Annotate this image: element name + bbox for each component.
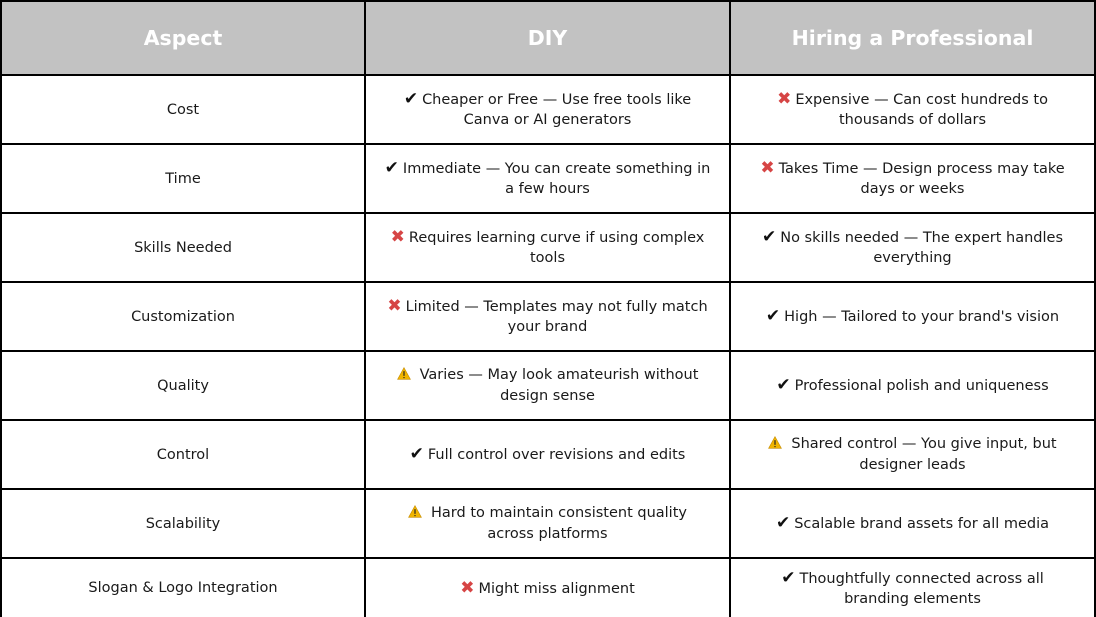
aspect-cell: Slogan & Logo Integration [0, 559, 366, 617]
check-icon: ✔ [775, 513, 791, 533]
cell-content [384, 227, 711, 268]
cell-content [384, 158, 711, 199]
cell-text: Thoughtfully connected across all branding elements [799, 570, 1044, 607]
cell-text: High — Tailored to your brand's vision [784, 309, 1060, 325]
cross-icon: ✖ [777, 89, 792, 109]
warning-icon [768, 435, 787, 455]
cell-content [749, 89, 1076, 130]
check-icon: ✔ [765, 306, 781, 326]
aspect-cell: Skills Needed [0, 214, 366, 283]
check-icon: ✔ [781, 567, 796, 588]
diy-cell [366, 421, 731, 490]
cell-content [776, 513, 1049, 534]
cell-text: Requires learning curve if using complex tools [408, 230, 705, 266]
cell-content [410, 444, 686, 465]
professional-cell [731, 76, 1096, 145]
diy-cell [366, 283, 731, 352]
cell-content [749, 158, 1076, 199]
cell-text: Scalable brand assets for all media [794, 516, 1050, 532]
check-icon: ✔ [761, 227, 777, 247]
cell-content [384, 89, 711, 130]
aspect-cell: Cost [0, 76, 366, 145]
warning-icon [397, 366, 416, 386]
cell-content [384, 503, 711, 544]
cell-text: Shared control — You give input, but designer leads [791, 436, 1057, 473]
professional-cell [731, 559, 1096, 617]
cell-text: Takes Time — Design process may take days or weeks [778, 161, 1065, 197]
header-professional: Hiring a Professional [731, 0, 1096, 76]
cell-content [776, 375, 1048, 396]
professional-cell [731, 145, 1096, 214]
cell-content [384, 365, 711, 406]
cell-text: Full control over revisions and edits [427, 447, 686, 463]
check-icon: ✔ [403, 89, 419, 109]
cell-text: Might miss alignment [478, 580, 635, 597]
aspect-cell: Control [0, 421, 366, 490]
cell-text: Immediate — You can create something in a few hours [402, 161, 711, 197]
professional-cell [731, 283, 1096, 352]
cross-icon: ✖ [460, 577, 475, 598]
diy-cell [366, 214, 731, 283]
cell-content [766, 306, 1059, 327]
cross-icon: ✖ [390, 227, 405, 247]
cell-content [460, 578, 635, 599]
check-icon: ✔ [776, 375, 791, 395]
diy-cell [366, 559, 731, 617]
header-diy: DIY [366, 0, 731, 76]
professional-cell [731, 352, 1096, 421]
aspect-cell: Time [0, 145, 366, 214]
diy-cell [366, 76, 731, 145]
cell-text: No skills needed — The expert handles everything [780, 230, 1064, 266]
professional-cell [731, 421, 1096, 490]
cell-text: Varies — May look amateurish without design sense [419, 367, 699, 404]
professional-cell [731, 490, 1096, 559]
cell-text: Hard to maintain consistent quality across platforms [431, 505, 687, 542]
cell-text: Professional polish and uniqueness [794, 378, 1049, 394]
diy-cell [366, 145, 731, 214]
cell-content [384, 296, 711, 337]
cell-text: Expensive — Can cost hundreds to thousands of dollars [795, 92, 1048, 128]
aspect-cell: Customization [0, 283, 366, 352]
check-icon: ✔ [384, 158, 399, 178]
professional-cell [731, 214, 1096, 283]
aspect-cell: Quality [0, 352, 366, 421]
cell-content [749, 227, 1076, 268]
warning-icon [408, 504, 427, 524]
cell-content [749, 568, 1076, 609]
cross-icon: ✖ [387, 296, 402, 316]
cell-text: Limited — Templates may not fully match your brand [405, 299, 708, 335]
diy-cell [366, 352, 731, 421]
cross-icon: ✖ [760, 158, 775, 178]
aspect-cell: Scalability [0, 490, 366, 559]
cell-content [749, 434, 1076, 475]
cell-text: Cheaper or Free — Use free tools like Canva or AI generators [422, 92, 692, 128]
header-aspect: Aspect [0, 0, 366, 76]
diy-cell [366, 490, 731, 559]
check-icon: ✔ [409, 444, 424, 464]
